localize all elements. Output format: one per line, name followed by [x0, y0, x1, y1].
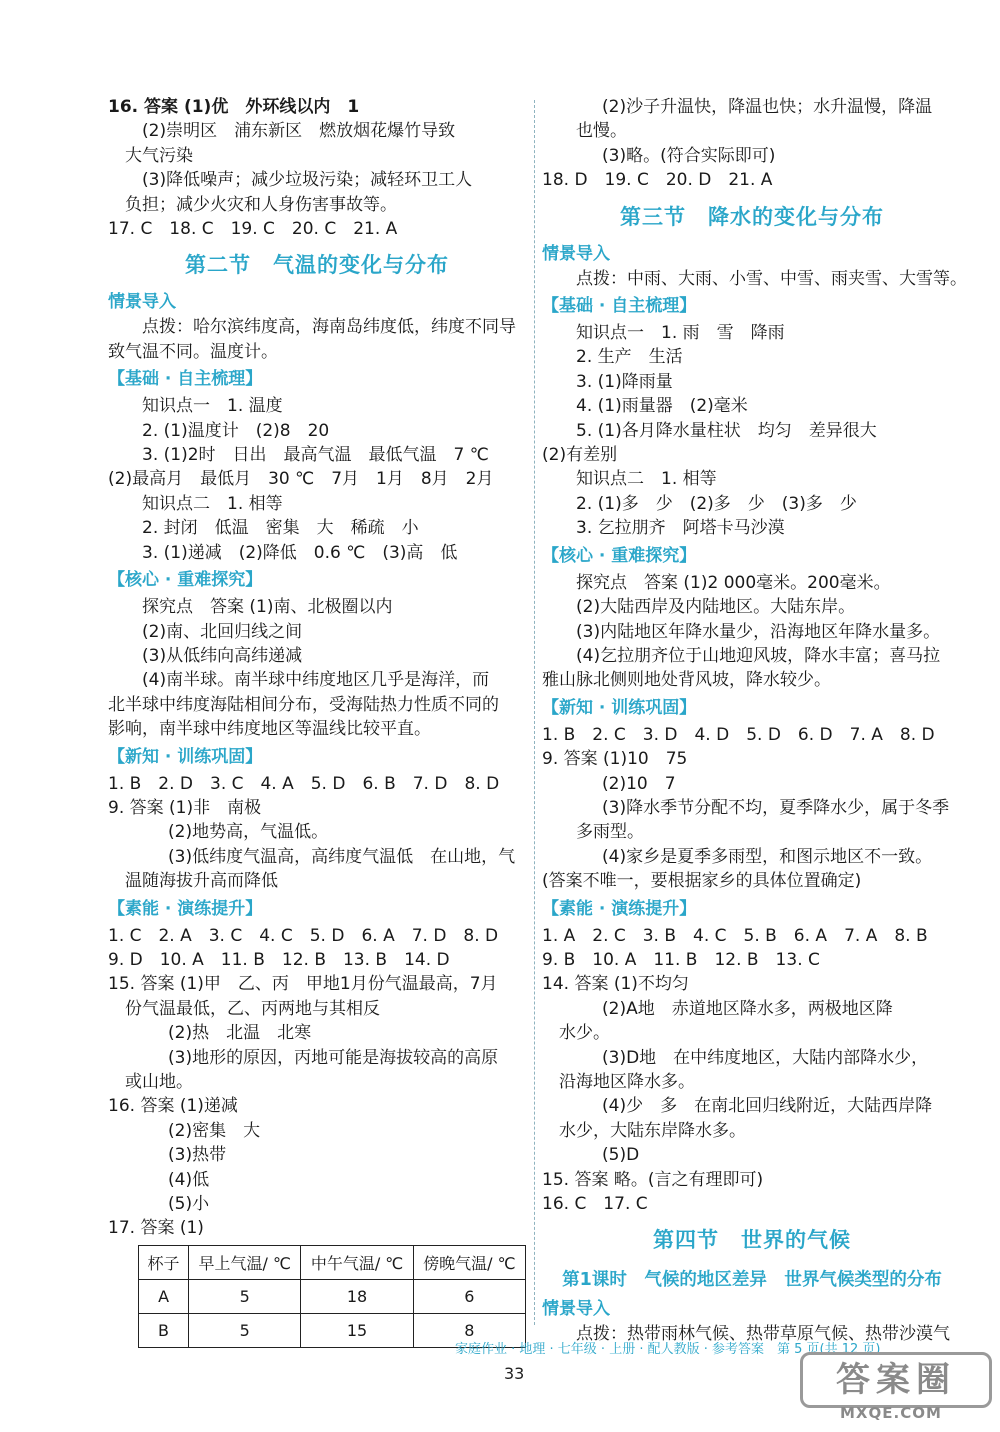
text-line: (4)少 多 在南北回归线附近，大陆西岸降 [602, 1096, 933, 1117]
text-line: 北半球中纬度海陆相间分布，受海陆热力性质不同的 [108, 694, 499, 715]
text-line: 9. D 10. A 11. B 12. B 13. B 14. D [108, 949, 450, 970]
subsection-heading: 【素能 · 演练提升】 [108, 898, 263, 919]
table-cell: 5 [189, 1313, 301, 1347]
table-cell: 18 [301, 1279, 413, 1313]
table-cell: 5 [189, 1279, 301, 1313]
text-line: 1. B 2. C 3. D 4. D 5. D 6. D 7. A 8. D [542, 724, 935, 745]
text-line: 18. D 19. C 20. D 21. A [542, 170, 773, 191]
text-line: 17. C 18. C 19. C 20. C 21. A [108, 219, 398, 240]
text-line: 水少。 [542, 1023, 610, 1044]
text-line: 3. 乞拉朋齐 阿塔卡马沙漠 [576, 518, 785, 539]
text-line: 1. B 2. D 3. C 4. A 5. D 6. B 7. D 8. D [108, 773, 500, 794]
text-line: 知识点二 1. 相等 [142, 493, 283, 514]
section-title: 第四节 世界的气候 [653, 1228, 851, 1253]
text-line: (3)降低噪声；减少垃圾污染；减轻环卫工人 [142, 170, 473, 191]
page-footer: 家庭作业 · 地理 · 七年级 · 上册 · 配人教版 · 参考答案 第 5 页(共 12 页) [455, 1342, 881, 1357]
text-line: (3)低纬度气温高，高纬度气温低 在山地，气 [168, 846, 516, 867]
text-line: 负担；减少火灾和人身伤害事故等。 [108, 194, 397, 215]
table-row [139, 1279, 526, 1313]
text-line: (5)小 [168, 1194, 210, 1215]
text-line: 点拨：热带雨林气候、热带草原气候、热带沙漠气 [576, 1324, 950, 1345]
text-line: (2)10 7 [602, 773, 676, 794]
text-line: 3. (1)2时 日出 最高气温 最低气温 7 ℃ [142, 445, 489, 466]
table-header-cell: 傍晚气温/ ℃ [413, 1245, 525, 1279]
text-line: (3)降水季节分配不均，夏季降水少，属于冬季 [602, 797, 950, 818]
text-line: (2)南、北回归线之间 [142, 621, 303, 642]
text-line: (2)沙子升温快，降温也快；水升温慢，降温 [602, 97, 933, 117]
text-line: 14. 答案 (1)不均匀 [542, 974, 689, 995]
table-cell: A [139, 1279, 189, 1313]
text-line: 2. (1)多 少 (2)多 少 (3)多 少 [576, 493, 857, 514]
subsection-heading: 【核心 · 重难探究】 [542, 545, 697, 566]
subsection-heading: 【核心 · 重难探究】 [108, 570, 263, 591]
text-line: (2)密集 大 [168, 1120, 261, 1141]
table-cell: B [139, 1313, 189, 1347]
text-line: (3)从低纬向高纬递减 [142, 645, 303, 666]
text-line: 16. 答案 (1)优 外环线以内 1 [108, 97, 360, 117]
text-line: 也慢。 [542, 121, 627, 142]
intro-heading: 情景导入 [542, 1299, 610, 1320]
right-column [542, 95, 967, 1347]
text-line: 知识点二 1. 相等 [576, 469, 717, 490]
text-line: 9. 答案 (1)非 南极 [108, 797, 262, 818]
text-line: 知识点一 1. 温度 [142, 396, 283, 417]
text-line: (答案不唯一，要根据家乡的具体位置确定) [542, 871, 862, 892]
watermark-text: 答案圈 [800, 1352, 992, 1408]
text-line: 5. (1)各月降水量柱状 均匀 差异很大 [576, 420, 877, 441]
text-line: 9. B 10. A 11. B 12. B 13. C [542, 949, 820, 970]
section-title: 第二节 气温的变化与分布 [185, 253, 449, 278]
table-cell: 15 [301, 1313, 413, 1347]
text-line: 大气污染 [108, 145, 193, 166]
table-header-cell: 中午气温/ ℃ [301, 1245, 413, 1279]
text-line: 3. (1)递减 (2)降低 0.6 ℃ (3)高 低 [142, 542, 458, 563]
text-line: (4)乞拉朋齐位于山地迎风坡，降水丰富；喜马拉 [576, 645, 941, 666]
column-divider [534, 100, 535, 1325]
intro-heading: 情景导入 [108, 292, 176, 313]
text-line: 16. C 17. C [542, 1194, 648, 1215]
text-line: 点拨：哈尔滨纬度高，海南岛纬度低，纬度不同导 [142, 317, 516, 338]
text-line: (5)D [602, 1145, 640, 1166]
text-line: (3)热带 [168, 1145, 227, 1166]
text-line: (4)家乡是夏季多雨型，和图示地区不一致。 [602, 846, 933, 867]
table-cell: 6 [413, 1279, 525, 1313]
subsection-heading: 【素能 · 演练提升】 [542, 898, 697, 919]
intro-heading: 情景导入 [542, 243, 610, 264]
text-line: 2. 封闭 低温 密集 大 稀疏 小 [142, 518, 419, 539]
watermark-url: MXQE.COM [840, 1404, 942, 1422]
text-line: (2)有差别 [542, 445, 618, 466]
left-column [108, 95, 526, 1348]
text-line: (3)略。(符合实际即可) [602, 145, 776, 166]
text-line: 知识点一 1. 雨 雪 降雨 [576, 323, 785, 344]
text-line: 16. 答案 (1)递减 [108, 1096, 238, 1117]
watermark-logo [800, 1352, 986, 1420]
table-cell: 8 [413, 1313, 525, 1347]
text-line: 份气温最低，乙、丙两地与其相反 [108, 998, 380, 1019]
text-line: 致气温不同。温度计。 [108, 341, 278, 362]
text-line: (2)A地 赤道地区降水多，两极地区降 [602, 998, 893, 1019]
text-line: 4. (1)雨量器 (2)毫米 [576, 396, 748, 417]
text-line: (3)地形的原因，丙地可能是海拔较高的高原 [168, 1047, 499, 1068]
subsection-heading: 【新知 · 训练巩固】 [108, 746, 263, 767]
temperature-table [138, 1245, 526, 1348]
text-line: 9. 答案 (1)10 75 [542, 749, 688, 770]
text-line: (2)最高月 最低月 30 ℃ 7月 1月 8月 2月 [108, 469, 494, 490]
text-line: (4)南半球。南半球中纬度地区几乎是海洋，而 [142, 670, 490, 691]
text-line: 雅山脉北侧则地处背风坡，降水较少。 [542, 670, 831, 691]
lesson-title: 第1课时 气候的地区差异 世界气候类型的分布 [562, 1270, 942, 1291]
page-number: 33 [504, 1364, 525, 1383]
text-line: 2. (1)温度计 (2)8 20 [142, 420, 330, 441]
text-line: 探究点 答案 (1)2 000毫米。200毫米。 [576, 572, 891, 593]
text-line: (2)大陆西岸及内陆地区。大陆东岸。 [576, 597, 856, 618]
text-line: (2)热 北温 北寒 [168, 1023, 312, 1044]
text-line: 2. 生产 生活 [576, 347, 683, 368]
text-line: (2)地势高，气温低。 [168, 822, 329, 843]
text-line: (2)崇明区 浦东新区 燃放烟花爆竹导致 [142, 121, 456, 142]
table-header-cell: 杯子 [139, 1245, 189, 1279]
subsection-heading: 【基础 · 自主梳理】 [108, 369, 263, 390]
text-line: 1. A 2. C 3. B 4. C 5. B 6. A 7. A 8. B [542, 925, 928, 946]
table-header-cell: 早上气温/ ℃ [189, 1245, 301, 1279]
text-line: 点拨：中雨、大雨、小雪、中雪、雨夹雪、大雪等。 [576, 268, 967, 289]
text-line: 水少，大陆东岸降水多。 [542, 1120, 746, 1141]
text-line: 17. 答案 (1) [108, 1218, 204, 1239]
section-title: 第三节 降水的变化与分布 [620, 204, 884, 229]
text-line: 1. C 2. A 3. C 4. C 5. D 6. A 7. D 8. D [108, 925, 499, 946]
subsection-heading: 【基础 · 自主梳理】 [542, 296, 697, 317]
text-line: 温随海拔升高而降低 [108, 871, 278, 892]
text-line: 多雨型。 [542, 822, 644, 843]
text-line: 沿海地区降水多。 [542, 1072, 695, 1092]
text-line: 影响，南半球中纬度地区等温线比较平直。 [108, 719, 431, 740]
text-line: 探究点 答案 (1)南、北极圈以内 [142, 597, 393, 618]
text-line: (4)低 [168, 1169, 210, 1190]
text-line: 15. 答案 略。(言之有理即可) [542, 1169, 764, 1190]
subsection-heading: 【新知 · 训练巩固】 [542, 697, 697, 718]
text-line: 15. 答案 (1)甲 乙、丙 甲地1月份气温最高，7月 [108, 974, 498, 995]
text-line: 3. (1)降雨量 [576, 371, 673, 392]
text-line: (3)内陆地区年降水量少，沿海地区年降水量多。 [576, 621, 941, 642]
text-line: 或山地。 [108, 1072, 193, 1092]
text-line: (3)D地 在中纬度地区，大陆内部降水少， [602, 1047, 929, 1068]
